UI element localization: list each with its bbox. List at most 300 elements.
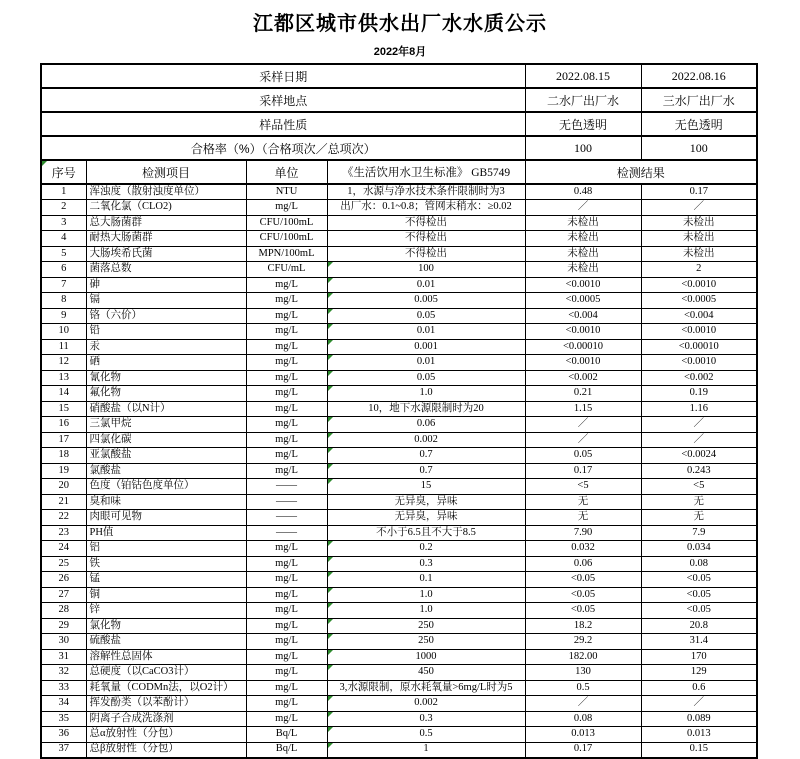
row-result-1: ／	[525, 696, 641, 712]
row-standard-value: 1.0	[419, 604, 433, 615]
row-unit: NTU	[246, 184, 327, 200]
row-unit: mg/L	[246, 618, 327, 634]
row-no: 35	[41, 711, 86, 727]
row-item: 耗氧量（CODMn法，以O2计）	[86, 680, 246, 696]
row-standard-cell	[327, 200, 525, 216]
table-row	[41, 355, 757, 371]
row-result-1: <0.00010	[525, 339, 641, 355]
row-result-2: ／	[641, 696, 757, 712]
row-standard-value: 0.01	[416, 325, 436, 336]
row-item: 氟化物	[86, 386, 246, 402]
row-no: 17	[41, 432, 86, 448]
row-unit: ——	[246, 479, 327, 495]
row-result-1: 0.08	[525, 711, 641, 727]
row-standard-value: 1	[423, 743, 429, 755]
row-standard-value: 100	[418, 263, 434, 274]
row-standard-cell	[327, 324, 525, 340]
summary-row-label: 样品性质	[41, 112, 525, 136]
row-standard-value: 0.05	[416, 371, 436, 383]
row-no: 11	[41, 339, 86, 355]
row-result-2: ／	[641, 432, 757, 448]
row-standard-cell	[327, 417, 525, 433]
row-result-2: 0.089	[641, 711, 757, 727]
page-subtitle: 2022年8月	[373, 46, 427, 58]
summary-row	[41, 64, 757, 88]
row-standard-value: 10，地下水源限制时为20	[368, 402, 484, 414]
row-standard-value: 无异臭，异味	[394, 511, 458, 522]
excel-flag-triangle-icon	[328, 557, 333, 562]
table-row	[41, 308, 757, 324]
table-row	[41, 510, 757, 526]
row-unit: mg/L	[246, 417, 327, 433]
table-row	[41, 417, 757, 433]
row-standard-cell	[327, 618, 525, 634]
row-result-1: <0.004	[525, 308, 641, 324]
row-item: 总α放射性（分包）	[86, 727, 246, 743]
row-standard-cell	[327, 463, 525, 479]
excel-flag-triangle-icon	[328, 262, 333, 267]
row-result-1: 未检出	[525, 215, 641, 231]
row-result-2: 无	[641, 494, 757, 510]
row-result-1: 29.2	[525, 634, 641, 650]
row-standard-value: 0.7	[419, 464, 433, 476]
row-item: PH值	[86, 525, 246, 541]
summary-row-value-1: 2022.08.15	[525, 64, 641, 88]
row-result-2: <0.0024	[641, 448, 757, 464]
excel-flag-triangle-icon	[328, 665, 333, 670]
row-result-1: 未检出	[525, 262, 641, 278]
row-standard-value: 0.2	[419, 542, 433, 553]
table-row	[41, 479, 757, 495]
excel-flag-triangle-icon	[328, 650, 333, 655]
excel-flag-triangle-icon	[328, 448, 333, 453]
summary-row-value-2: 无色透明	[641, 112, 757, 136]
excel-flag-triangle-icon	[328, 572, 333, 577]
table-row	[41, 215, 757, 231]
row-standard-cell	[327, 308, 525, 324]
row-unit: mg/L	[246, 572, 327, 588]
row-item: 锌	[86, 603, 246, 619]
row-unit: CFU/mL	[246, 262, 327, 278]
row-no: 31	[41, 649, 86, 665]
row-standard-cell	[327, 262, 525, 278]
table-row	[41, 727, 757, 743]
row-standard-cell	[327, 246, 525, 262]
row-result-1: <0.0010	[525, 355, 641, 371]
excel-flag-triangle-icon	[328, 309, 333, 314]
col-header-no-cell	[41, 160, 86, 184]
row-result-2: <0.0010	[641, 355, 757, 371]
table-row	[41, 603, 757, 619]
row-standard-cell	[327, 587, 525, 603]
row-no: 19	[41, 463, 86, 479]
row-no: 5	[41, 246, 86, 262]
row-result-2: <0.05	[641, 603, 757, 619]
row-item: 硒	[86, 355, 246, 371]
row-standard-cell	[327, 665, 525, 681]
row-result-1: 0.032	[525, 541, 641, 557]
row-no: 26	[41, 572, 86, 588]
row-result-2: 1.16	[641, 401, 757, 417]
row-standard-value: 250	[418, 619, 434, 631]
row-unit: mg/L	[246, 293, 327, 309]
row-result-1: ／	[525, 417, 641, 433]
row-result-2: ／	[641, 200, 757, 216]
row-item: 大肠埃希氏菌	[86, 246, 246, 262]
row-result-2: ／	[641, 417, 757, 433]
row-no: 1	[41, 184, 86, 200]
row-no: 18	[41, 448, 86, 464]
excel-flag-triangle-icon	[328, 386, 333, 391]
row-result-2: <0.00010	[641, 339, 757, 355]
row-no: 25	[41, 556, 86, 572]
row-no: 7	[41, 277, 86, 293]
row-result-2: 0.034	[641, 541, 757, 557]
row-result-1: 182.00	[525, 649, 641, 665]
row-item: 汞	[86, 339, 246, 355]
row-no: 33	[41, 680, 86, 696]
row-standard-cell	[327, 541, 525, 557]
row-standard-cell	[327, 510, 525, 526]
summary-row-value-2: 100	[641, 136, 757, 160]
row-unit: ——	[246, 525, 327, 541]
row-result-1: 0.17	[525, 742, 641, 758]
table-row	[41, 587, 757, 603]
table-row	[41, 696, 757, 712]
row-item: 亚氯酸盐	[86, 448, 246, 464]
excel-flag-triangle-icon	[328, 479, 333, 484]
row-standard-cell	[327, 603, 525, 619]
row-standard-value: 不得检出	[405, 216, 447, 228]
row-no: 20	[41, 479, 86, 495]
summary-row-value-2: 2022.08.16	[641, 64, 757, 88]
row-result-1: 130	[525, 665, 641, 681]
row-standard-value: 0.002	[414, 697, 438, 708]
row-standard-value: 0.1	[419, 573, 433, 584]
row-unit: CFU/100mL	[246, 215, 327, 231]
row-no: 23	[41, 525, 86, 541]
excel-flag-triangle-icon	[328, 712, 333, 717]
row-item: 肉眼可见物	[86, 510, 246, 526]
row-standard-value: 不得检出	[405, 232, 447, 243]
row-no: 12	[41, 355, 86, 371]
row-standard-cell	[327, 277, 525, 293]
row-no: 16	[41, 417, 86, 433]
row-no: 15	[41, 401, 86, 417]
row-unit: mg/L	[246, 448, 327, 464]
row-standard-value: 1，水源与净水技术条件限制时为3	[347, 185, 505, 197]
row-unit: CFU/100mL	[246, 231, 327, 247]
row-standard-cell	[327, 293, 525, 309]
table-row	[41, 370, 757, 386]
row-unit: MPN/100mL	[246, 246, 327, 262]
row-result-1: <0.0010	[525, 277, 641, 293]
row-item: 硫酸盐	[86, 634, 246, 650]
table-row	[41, 262, 757, 278]
row-no: 13	[41, 370, 86, 386]
row-result-1: 未检出	[525, 231, 641, 247]
row-unit: mg/L	[246, 680, 327, 696]
summary-row	[41, 112, 757, 136]
row-result-1: <5	[525, 479, 641, 495]
row-standard-value: 1.0	[419, 387, 433, 398]
row-result-2: 无	[641, 510, 757, 526]
table-row	[41, 293, 757, 309]
row-no: 6	[41, 262, 86, 278]
summary-row-value-1: 100	[525, 136, 641, 160]
row-result-2: <0.0010	[641, 277, 757, 293]
row-item: 四氯化碳	[86, 432, 246, 448]
row-no: 27	[41, 587, 86, 603]
row-no: 34	[41, 696, 86, 712]
row-standard-value: 0.3	[419, 712, 433, 724]
row-no: 24	[41, 541, 86, 557]
row-unit: mg/L	[246, 308, 327, 324]
table-row	[41, 556, 757, 572]
row-result-2: 0.17	[641, 184, 757, 200]
row-item: 总大肠菌群	[86, 215, 246, 231]
table-row	[41, 401, 757, 417]
table-row	[41, 448, 757, 464]
row-result-2: <0.002	[641, 370, 757, 386]
row-standard-value: 0.001	[414, 340, 438, 352]
row-unit: mg/L	[246, 649, 327, 665]
row-result-1: 0.48	[525, 184, 641, 200]
row-no: 8	[41, 293, 86, 309]
row-standard-cell	[327, 184, 525, 200]
row-result-2: <0.004	[641, 308, 757, 324]
row-result-2: <0.0005	[641, 293, 757, 309]
table-row	[41, 742, 757, 758]
row-result-2: <0.05	[641, 587, 757, 603]
table-row	[41, 324, 757, 340]
excel-flag-triangle-icon	[328, 588, 333, 593]
row-no: 32	[41, 665, 86, 681]
page-title: 江都区城市供水出厂水水质公示	[253, 13, 547, 35]
row-standard-value: 0.5	[419, 728, 433, 739]
excel-flag-triangle-icon	[328, 355, 333, 360]
row-item: 二氧化氯（CLO2)	[86, 200, 246, 216]
row-item: 铬（六价）	[86, 308, 246, 324]
row-item: 硝酸盐（以N计）	[86, 401, 246, 417]
table-row	[41, 618, 757, 634]
row-standard-cell	[327, 525, 525, 541]
excel-flag-triangle-icon	[328, 727, 333, 732]
row-item: 总硬度（以CaCO3计）	[86, 665, 246, 681]
col-header-unit: 单位	[246, 160, 327, 184]
excel-flag-triangle-icon	[328, 340, 333, 345]
table-row	[41, 184, 757, 200]
row-standard-value: 无异臭，异味	[394, 495, 458, 507]
excel-flag-triangle-icon	[328, 619, 333, 624]
row-result-1: 0.17	[525, 463, 641, 479]
row-standard-value: 0.01	[416, 278, 436, 290]
row-standard-value: 出厂水：0.1~0.8；管网末稍水：≥0.02	[340, 201, 512, 212]
row-standard-cell	[327, 479, 525, 495]
row-item: 总β放射性（分包）	[86, 742, 246, 758]
col-header-item: 检测项目	[86, 160, 246, 184]
row-standard-value: 15	[420, 480, 432, 491]
row-standard-value: 1.0	[419, 588, 433, 600]
row-result-2: 129	[641, 665, 757, 681]
table-row	[41, 541, 757, 557]
row-result-1: <0.0005	[525, 293, 641, 309]
row-result-2: 0.19	[641, 386, 757, 402]
row-unit: mg/L	[246, 603, 327, 619]
excel-flag-triangle-icon	[328, 324, 333, 329]
row-unit: ——	[246, 494, 327, 510]
row-result-1: <0.05	[525, 603, 641, 619]
row-standard-cell	[327, 215, 525, 231]
excel-flag-triangle-icon	[328, 541, 333, 546]
row-standard-cell	[327, 711, 525, 727]
row-unit: mg/L	[246, 556, 327, 572]
col-header-result: 检测结果	[525, 160, 757, 184]
row-unit: mg/L	[246, 665, 327, 681]
table-row	[41, 246, 757, 262]
row-no: 21	[41, 494, 86, 510]
table-row	[41, 649, 757, 665]
row-standard-cell	[327, 727, 525, 743]
row-standard-cell	[327, 649, 525, 665]
row-result-2: 0.6	[641, 680, 757, 696]
row-result-2: 7.9	[641, 525, 757, 541]
summary-section	[41, 64, 757, 160]
col-header-no: 序号	[51, 165, 76, 180]
row-unit: mg/L	[246, 339, 327, 355]
table-row	[41, 463, 757, 479]
row-unit: mg/L	[246, 541, 327, 557]
row-item: 氯酸盐	[86, 463, 246, 479]
table-row	[41, 277, 757, 293]
table-row	[41, 231, 757, 247]
row-no: 14	[41, 386, 86, 402]
summary-row	[41, 136, 757, 160]
row-standard-cell	[327, 680, 525, 696]
row-unit: mg/L	[246, 277, 327, 293]
table-row	[41, 432, 757, 448]
data-section	[41, 184, 757, 758]
excel-flag-triangle-icon	[328, 371, 333, 376]
row-standard-cell	[327, 401, 525, 417]
row-result-1: 7.90	[525, 525, 641, 541]
row-standard-cell	[327, 370, 525, 386]
row-result-1: 无	[525, 494, 641, 510]
row-result-1: <0.0010	[525, 324, 641, 340]
row-standard-cell	[327, 696, 525, 712]
row-result-2: 31.4	[641, 634, 757, 650]
row-item: 氯化物	[86, 618, 246, 634]
row-item: 锰	[86, 572, 246, 588]
row-item: 挥发酚类（以苯酚计）	[86, 696, 246, 712]
row-result-2: 20.8	[641, 618, 757, 634]
row-item: 铝	[86, 541, 246, 557]
summary-row-label: 合格率（%）（合格项次／总项次）	[41, 136, 525, 160]
row-unit: mg/L	[246, 401, 327, 417]
row-unit: mg/L	[246, 324, 327, 340]
row-result-2: 0.08	[641, 556, 757, 572]
row-standard-value: 0.01	[416, 356, 436, 367]
row-standard-value: 0.3	[419, 557, 433, 569]
row-unit: mg/L	[246, 696, 327, 712]
row-result-2: 0.15	[641, 742, 757, 758]
excel-flag-triangle-icon	[328, 743, 333, 748]
table-row	[41, 339, 757, 355]
row-result-2: 未检出	[641, 215, 757, 231]
row-no: 2	[41, 200, 86, 216]
row-result-1: ／	[525, 200, 641, 216]
row-unit: mg/L	[246, 711, 327, 727]
row-standard-cell	[327, 355, 525, 371]
row-no: 28	[41, 603, 86, 619]
row-result-2: <5	[641, 479, 757, 495]
row-standard-cell	[327, 634, 525, 650]
table-row	[41, 680, 757, 696]
column-header-section	[41, 160, 757, 184]
row-item: 菌落总数	[86, 262, 246, 278]
table-row	[41, 634, 757, 650]
row-unit: mg/L	[246, 370, 327, 386]
excel-flag-triangle-icon	[328, 278, 333, 283]
row-no: 37	[41, 742, 86, 758]
row-unit: mg/L	[246, 432, 327, 448]
row-item: 铅	[86, 324, 246, 340]
row-standard-cell	[327, 448, 525, 464]
table-row	[41, 572, 757, 588]
row-standard-value: 0.7	[419, 449, 433, 460]
excel-flag-triangle-icon	[328, 417, 333, 422]
row-result-2: <0.05	[641, 572, 757, 588]
row-result-2: 170	[641, 649, 757, 665]
row-standard-cell	[327, 556, 525, 572]
row-standard-cell	[327, 572, 525, 588]
summary-row-label: 采样日期	[41, 64, 525, 88]
summary-row-value-1: 无色透明	[525, 112, 641, 136]
row-result-2: <0.0010	[641, 324, 757, 340]
row-item: 耐热大肠菌群	[86, 231, 246, 247]
excel-flag-triangle-icon	[328, 634, 333, 639]
row-item: 阴离子合成洗涤剂	[86, 711, 246, 727]
row-standard-value: 450	[418, 666, 434, 677]
row-result-1: ／	[525, 432, 641, 448]
row-standard-cell	[327, 231, 525, 247]
table-row	[41, 665, 757, 681]
row-result-2: 未检出	[641, 246, 757, 262]
row-item: 镉	[86, 293, 246, 309]
row-item: 铁	[86, 556, 246, 572]
row-no: 4	[41, 231, 86, 247]
row-standard-value: 0.002	[414, 433, 438, 445]
row-result-1: 0.21	[525, 386, 641, 402]
row-standard-cell	[327, 386, 525, 402]
row-result-1: 0.5	[525, 680, 641, 696]
row-result-2: 未检出	[641, 231, 757, 247]
col-header-standard: 《生活饮用水卫生标准》 GB5749	[327, 160, 525, 184]
excel-flag-triangle-icon	[328, 464, 333, 469]
row-no: 29	[41, 618, 86, 634]
table-row	[41, 525, 757, 541]
row-item: 浑浊度（散射浊度单位）	[86, 184, 246, 200]
row-standard-value: 不得检出	[405, 247, 447, 259]
summary-row-value-2: 三水厂出厂水	[641, 88, 757, 112]
row-standard-value: 0.06	[416, 418, 436, 429]
row-standard-value: 0.005	[414, 294, 438, 305]
row-no: 22	[41, 510, 86, 526]
excel-flag-triangle-icon	[328, 433, 333, 438]
row-standard-value: 1000	[415, 650, 437, 662]
row-unit: mg/L	[246, 200, 327, 216]
row-item: 砷	[86, 277, 246, 293]
